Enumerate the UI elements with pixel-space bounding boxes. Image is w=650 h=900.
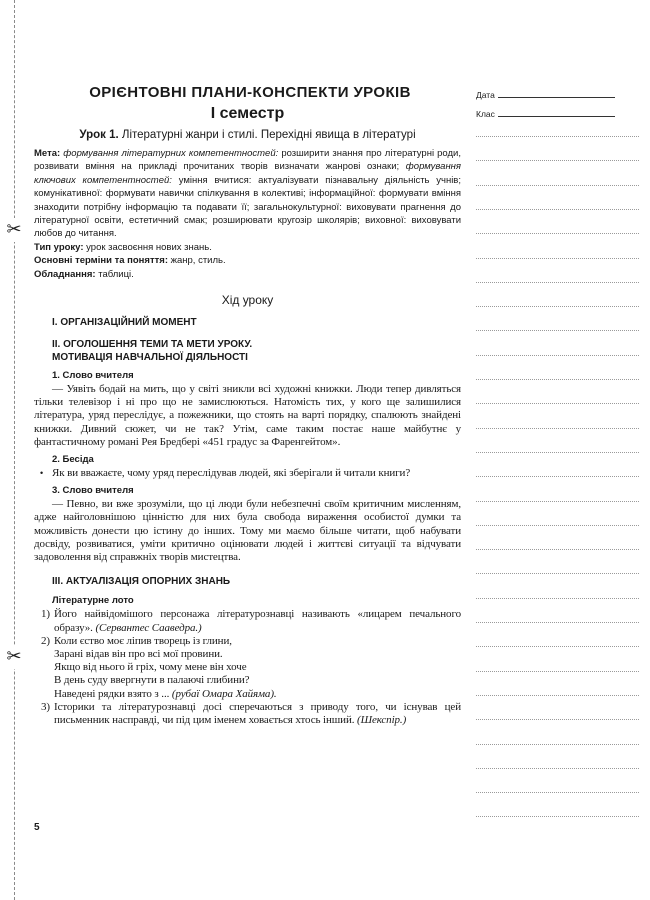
- date-blank[interactable]: [498, 97, 615, 98]
- note-line[interactable]: [476, 160, 639, 161]
- note-line[interactable]: [476, 744, 639, 745]
- date-label: Дата: [476, 90, 495, 100]
- note-line[interactable]: [476, 233, 639, 234]
- goal-part1-text: розширити знання про літературні роди, розвивати вміння на прикладі прочитаних творів визначати жанрові ознаки;: [34, 148, 461, 173]
- goal-part1-italic: формування літературних компетентностей:: [63, 148, 279, 159]
- note-line[interactable]: [476, 695, 639, 696]
- verse-line: Коли єство моє ліпив творець із глини,: [54, 634, 232, 647]
- date-field: [476, 86, 639, 100]
- lotto-list: [34, 608, 461, 727]
- type-text: урок засвоєння нових знань.: [86, 241, 212, 253]
- note-line[interactable]: [476, 452, 639, 453]
- semester-heading: І семестр: [210, 105, 285, 122]
- equipment-label: Обладнання:: [34, 268, 96, 280]
- goal-paragraph: [34, 147, 461, 241]
- note-line[interactable]: [476, 501, 639, 502]
- note-line[interactable]: [476, 598, 639, 599]
- note-line[interactable]: [476, 549, 639, 550]
- note-line[interactable]: [476, 209, 639, 210]
- cut-line: [14, 0, 15, 900]
- section-heading-2-line2: МОТИВАЦІЯ НАВЧАЛЬНОЇ ДІЯЛЬНОСТІ: [52, 352, 248, 364]
- verse-line: Якщо від нього й гріх, чому мене він хоче: [54, 661, 247, 674]
- discussion-question: Як ви вважаєте, чому уряд переслідував людей, які зберігали й читали книги?: [52, 467, 411, 480]
- verse-line: Зарані відав він про всі мої провини.: [54, 647, 223, 660]
- lotto-item-1-text: Його найвідомішого персонажа літературознавці називають «лицарем печального образу».: [54, 608, 461, 634]
- teacher-text-1: — Уявіть бодай на мить, що у світі зникли всі художні книжки. Люди тепер дивляться тільки телевізор і ні про що не замислюються. Натомість тих, у кого ще залишилися література, уряд переслідує, а пожежники, що стоять на варті порядку, спалюють знайдені книжки. Дивний сюжет, чи не так? Утім, саме таким постає наше майбутнє у фантастичному романі Рея Бредбері «451 градус за Фаренгейтом».: [34, 383, 461, 448]
- note-line[interactable]: [476, 379, 639, 380]
- note-line[interactable]: [476, 671, 639, 672]
- main-content: [34, 84, 461, 727]
- class-label: Клас: [476, 109, 495, 119]
- page-title: ОРІЄНТОВНІ ПЛАНИ-КОНСПЕКТИ УРОКІВ: [89, 84, 411, 101]
- goal-part2-italic: формування ключових компетентностей:: [34, 161, 461, 186]
- lesson-equipment: [34, 268, 461, 281]
- lotto-item-1-answer: (Сервантес Сааведра.): [95, 621, 202, 634]
- note-line[interactable]: [476, 622, 639, 623]
- bullet-icon: •: [40, 468, 44, 479]
- scissors-icon: ✂: [2, 218, 26, 242]
- lesson-label: Урок 1.: [79, 129, 119, 141]
- discussion-item: [34, 467, 461, 480]
- note-line[interactable]: [476, 476, 639, 477]
- lotto-item-2: [34, 635, 461, 701]
- subheading-discussion: 2. Бесіда: [52, 454, 94, 466]
- lotto-number-2: 2): [41, 634, 50, 647]
- lotto-number-3: 3): [41, 700, 50, 713]
- scissors-icon: ✂: [2, 645, 26, 669]
- lotto-item-3-text: Історики та літературознавці досі сперечаються з приводу того, чи існував цей письменник насправді, чи під цим іменем ховається хтось інший.: [54, 700, 461, 726]
- class-field: [476, 105, 639, 119]
- lotto-item-3: [34, 701, 461, 727]
- lesson-type: [34, 241, 461, 254]
- lotto-number-1: 1): [41, 608, 50, 621]
- goal-label: Мета:: [34, 148, 61, 159]
- lesson-heading: [34, 129, 461, 141]
- note-line[interactable]: [476, 573, 639, 574]
- verse-source-question: Наведені рядки взято з ...: [54, 687, 170, 700]
- section-heading-3: ІІІ. АКТУАЛІЗАЦІЯ ОПОРНИХ ЗНАНЬ: [52, 576, 231, 588]
- terms-text: жанр, стиль.: [170, 255, 226, 267]
- note-line[interactable]: [476, 646, 639, 647]
- note-line[interactable]: [476, 403, 639, 404]
- lesson-topic: Літературні жанри і стилі. Перехідні явища в літературі: [121, 129, 416, 141]
- note-line[interactable]: [476, 768, 639, 769]
- terms-label: Основні терміни та поняття:: [34, 255, 168, 267]
- lesson-meta: [34, 147, 461, 281]
- note-line[interactable]: [476, 792, 639, 793]
- equipment-text: таблиці.: [98, 268, 134, 280]
- note-line[interactable]: [476, 816, 639, 817]
- lotto-item-1: [34, 608, 461, 634]
- note-line[interactable]: [476, 136, 639, 137]
- subheading-teacher-1: 1. Слово вчителя: [52, 370, 134, 382]
- note-line[interactable]: [476, 306, 639, 307]
- course-heading: Хід уроку: [221, 293, 274, 308]
- note-line[interactable]: [476, 428, 639, 429]
- lesson-terms: [34, 254, 461, 267]
- note-line[interactable]: [476, 330, 639, 331]
- note-line[interactable]: [476, 719, 639, 720]
- notes-header: [476, 86, 639, 119]
- lotto-item-2-answer: (рубаї Омара Хайяма).: [171, 687, 277, 700]
- section-heading-1: І. ОРГАНІЗАЦІЙНИЙ МОМЕНТ: [52, 317, 197, 329]
- subheading-teacher-2: 3. Слово вчителя: [52, 485, 134, 497]
- goal-part2-text: уміння вчитися: актуалізувати пізнавальну діяльність учнів; комунікативної: формувати навички спілкування в колективі; інформаційної: формувати вміння знаходити потрібну інформацію та подавати її; загальнокультурної: виховувати прагнення до літературної освіти, естетичний смак; розширювати кругозір школярів; виховної: виховувати любов до читання.: [34, 174, 461, 240]
- note-line[interactable]: [476, 355, 639, 356]
- note-line[interactable]: [476, 525, 639, 526]
- type-label: Тип уроку:: [34, 241, 84, 253]
- lotto-item-3-answer: (Шекспір.): [357, 713, 407, 726]
- class-blank[interactable]: [498, 116, 615, 117]
- subheading-lotto: Літературне лото: [52, 595, 134, 607]
- verse-line: В день суду ввергнути в палаючі глибини?: [54, 674, 250, 687]
- note-line[interactable]: [476, 258, 639, 259]
- note-line[interactable]: [476, 185, 639, 186]
- teacher-text-2: — Певно, ви вже зрозуміли, що ці люди були небезпечні своїм критичним мисленням, адже найголовнішою цінністю для них була свобода вираження особистої думки та можливість донести цю істину до інших. Тому ми маємо більше читати, щоб набувати досвіду, розвиватися, уміти критично оцінювати людей і життєві ситуації та відчувати задоволення від справжніх творів мистецтва.: [34, 498, 461, 564]
- note-line[interactable]: [476, 282, 639, 283]
- section-heading-2-line1: ІІ. ОГОЛОШЕННЯ ТЕМИ ТА МЕТИ УРОКУ.: [52, 339, 253, 351]
- page-number: 5: [34, 822, 40, 833]
